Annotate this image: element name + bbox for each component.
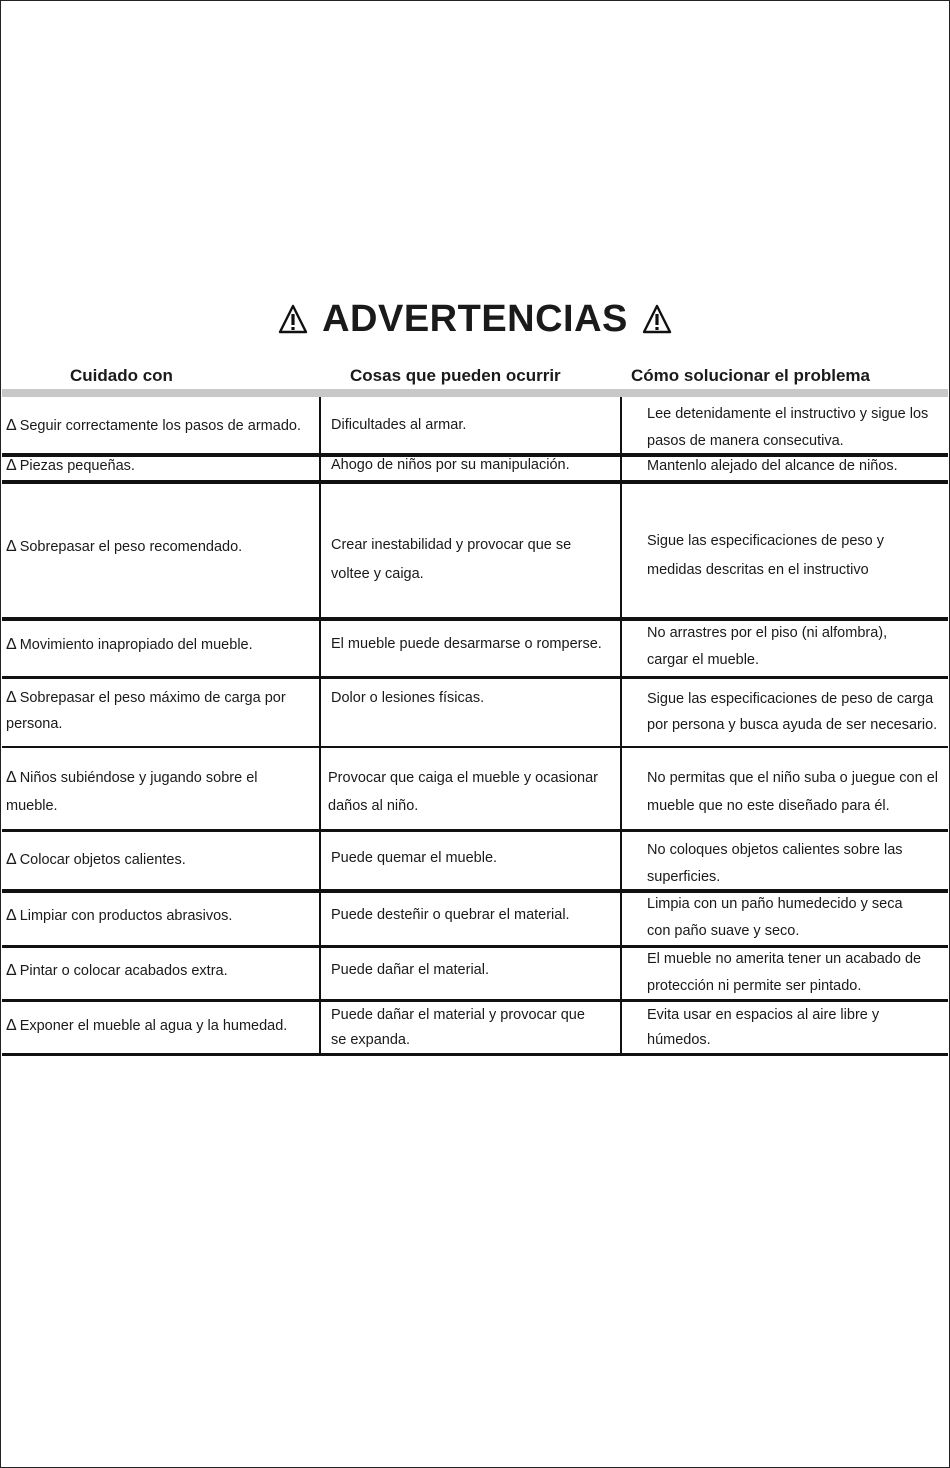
table-row-risk: Crear inestabilidad y provocar que se voltee y caiga.	[331, 537, 572, 582]
table-row-risk: Dolor o lesiones físicas.	[331, 690, 485, 706]
header-solucion: Cómo solucionar el problema	[631, 366, 870, 385]
table-row-fix: No arrastres por el piso (ni alfombra), cargar el mueble.	[647, 625, 888, 668]
table-row-risk: Puede quemar el mueble.	[331, 850, 498, 866]
bullet-delta: Δ	[6, 417, 17, 434]
table-row-care: Δ Pintar o colocar acabados extra.	[6, 962, 228, 979]
table-row-care: Δ Movimiento inapropiado del mueble.	[6, 636, 253, 653]
warning-triangle-icon	[278, 304, 308, 334]
row-divider	[2, 676, 948, 679]
table-row-fix: El mueble no amerita tener un acabado de protección ni permite ser pintado.	[647, 951, 922, 994]
table-row-care: Δ Sobrepasar el peso máximo de carga por persona.	[6, 689, 286, 732]
table-row-fix: Lee detenidamente el instructivo y sigue los pasos de manera consecutiva.	[647, 406, 929, 449]
table-row-risk: El mueble puede desarmarse o romperse.	[331, 636, 602, 652]
table-row-risk: Provocar que caiga el mueble y ocasionar daños al niño.	[328, 770, 599, 814]
row-divider	[2, 1053, 948, 1056]
table-row-fix: Evita usar en espacios al aire libre y húmedos.	[647, 1007, 880, 1048]
bullet-delta: Δ	[6, 962, 17, 979]
table-row-care: Δ Niños subiéndose y jugando sobre el mueble.	[6, 769, 258, 814]
bullet-delta: Δ	[6, 769, 17, 786]
table-row-fix: No permitas que el niño suba o juegue con el mueble que no este diseñado para él.	[647, 770, 938, 814]
header-cosas: Cosas que pueden ocurrir	[350, 366, 561, 385]
bullet-delta: Δ	[6, 457, 17, 474]
bullet-delta: Δ	[6, 1017, 17, 1034]
table-row-care: Δ Sobrepasar el peso recomendado.	[6, 538, 243, 555]
table-row-fix: Limpia con un paño humedecido y seca con paño suave y seco.	[647, 896, 903, 939]
table-row-care: Δ Piezas pequeñas.	[6, 457, 135, 474]
table-row-risk: Puede desteñir o quebrar el material.	[331, 907, 570, 923]
table-row-care: Δ Exponer el mueble al agua y la humedad.	[6, 1017, 288, 1034]
table-row-risk: Ahogo de niños por su manipulación.	[331, 457, 570, 473]
table-row-fix: No coloques objetos calientes sobre las superficies.	[647, 842, 903, 885]
bullet-delta: Δ	[6, 851, 17, 868]
table-row-risk: Dificultades al armar.	[331, 417, 467, 433]
warning-triangle-icon	[642, 304, 672, 334]
page-title	[0, 294, 950, 344]
table-row-care: Δ Limpiar con productos abrasivos.	[6, 907, 233, 924]
column-divider	[319, 397, 321, 1054]
header-cuidado: Cuidado con	[70, 366, 173, 385]
bullet-delta: Δ	[6, 689, 17, 706]
bullet-delta: Δ	[6, 636, 17, 653]
row-divider	[2, 746, 948, 748]
title-text: ADVERTENCIAS	[322, 297, 628, 340]
table-row-fix: Mantenlo alejado del alcance de niños.	[647, 458, 898, 474]
table-row-fix: Sigue las especificaciones de peso de carga por persona y busca ayuda de ser necesario.	[647, 691, 938, 733]
row-divider	[2, 480, 948, 484]
table-row-care: Δ Colocar objetos calientes.	[6, 851, 186, 868]
table-row-fix: Sigue las especificaciones de peso y medidas descritas en el instructivo	[647, 533, 884, 578]
bullet-delta: Δ	[6, 538, 17, 555]
row-divider	[2, 829, 948, 832]
table-row-care: Δ Seguir correctamente los pasos de armado.	[6, 417, 301, 434]
column-divider	[620, 397, 622, 1054]
bullet-delta: Δ	[6, 907, 17, 924]
table-row-risk: Puede dañar el material y provocar que se expanda.	[331, 1007, 585, 1048]
table-row-risk: Puede dañar el material.	[331, 962, 489, 978]
header-divider	[2, 389, 948, 397]
